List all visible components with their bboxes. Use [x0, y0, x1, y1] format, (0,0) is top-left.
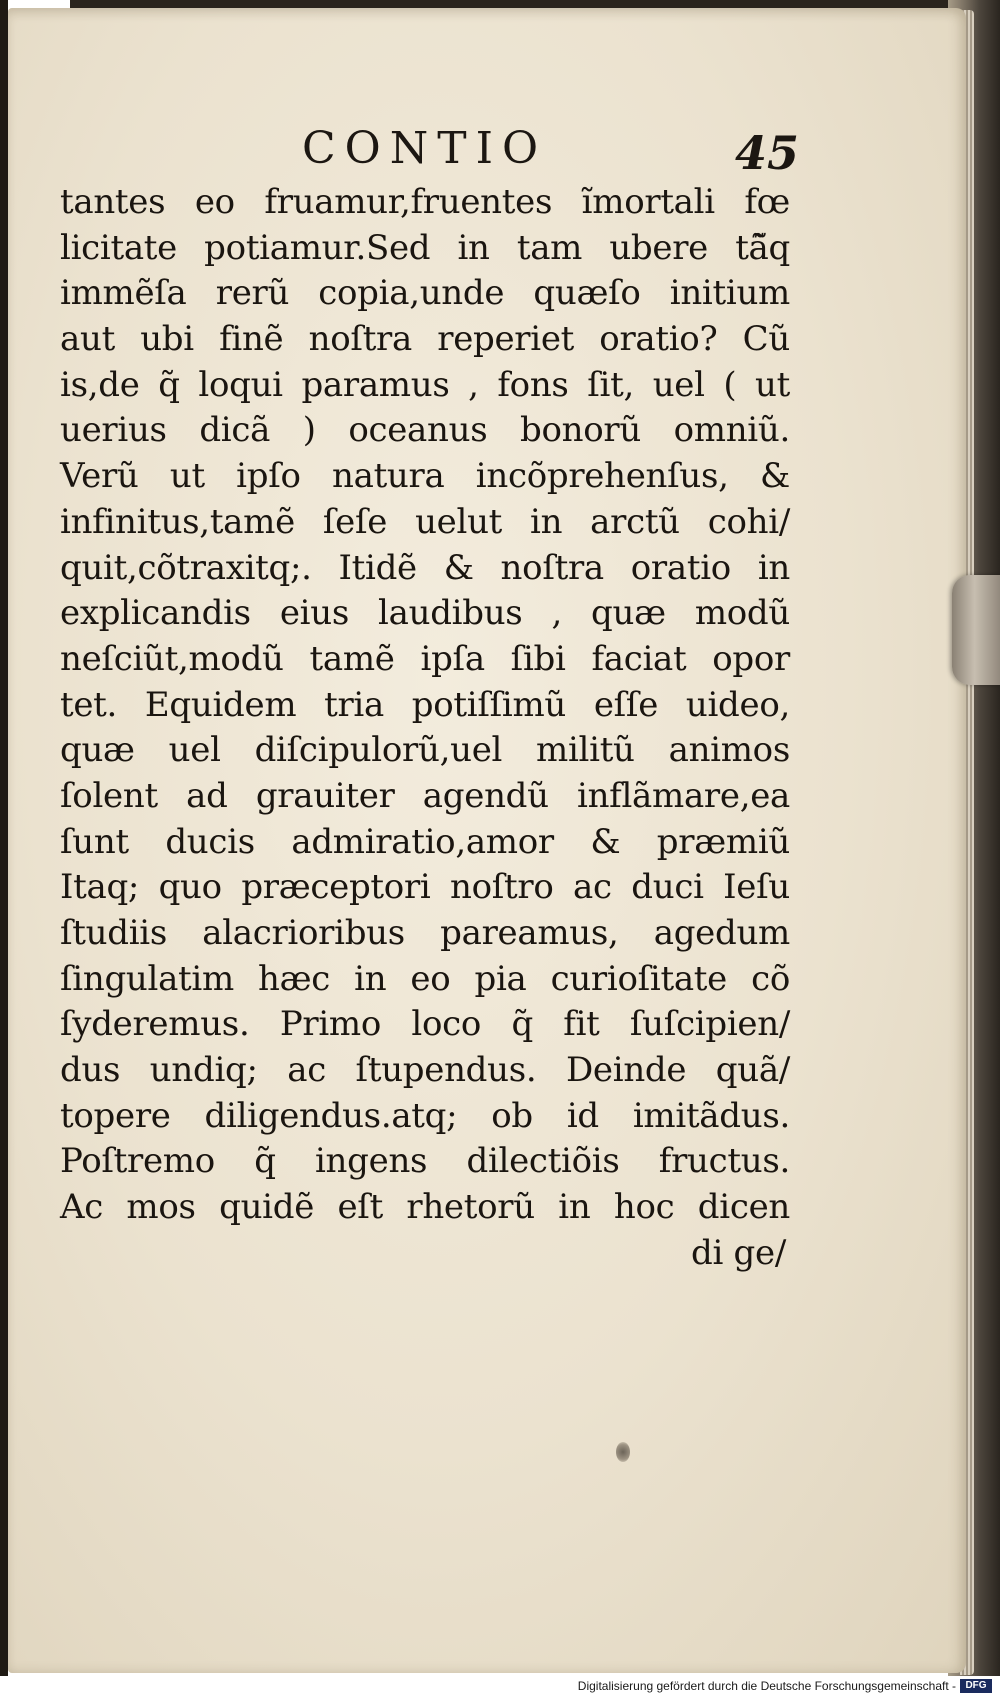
- text-line: Poſtremo q̃ ingens dilectiõis fructus.: [60, 1141, 790, 1182]
- text-line: ſtudiis alacrioribus pareamus, agedum: [60, 913, 790, 953]
- text-line: infinitus,tamẽ ſeſe uelut in arctũ cohi/: [60, 501, 790, 542]
- text-line: ſyderemus. Primo loco q̃ fit ſuſcipien/: [60, 1004, 790, 1045]
- text-line: Ac mos quidẽ eſt rhetorũ in hoc dicen: [60, 1187, 790, 1228]
- text-line: licitate potiamur.Sed in tam ubere tã̃q: [60, 227, 790, 268]
- text-line: immẽſa rerũ copia,unde quæſo initium: [60, 273, 790, 314]
- text-line: is,de q̃ loqui paramus , fons ſit, uel ( ut: [60, 364, 790, 405]
- page-holder-clip: [952, 575, 1000, 685]
- body-text: [60, 180, 790, 1277]
- dfg-logo: DFG: [960, 1679, 992, 1693]
- text-line: uerius dicã ) oceanus bonorũ omniũ.: [60, 410, 790, 451]
- page-number: 45: [735, 126, 800, 180]
- text-line: ſunt ducis admiratio,amor & præmiũ: [60, 821, 790, 862]
- text-line: tantes eo fruamur,fruentes ĩmortali fœ: [60, 182, 790, 222]
- text-line: aut ubi finẽ noſtra reperiet oratio? Cũ: [60, 319, 790, 360]
- book-binding-edge: [0, 0, 8, 1690]
- text-line: ſolent ad grauiter agendũ inflãmare,ea: [60, 775, 790, 816]
- text-line: Itaq; quo præceptori noſtro ac duci Ieſu: [60, 867, 790, 908]
- paper-blemish: [616, 1442, 630, 1462]
- text-line: dus undiq; ac ſtupendus. Deinde quã/: [60, 1050, 790, 1091]
- text-line: Verũ ut ipſo natura incõprehenſus, &: [60, 456, 790, 497]
- text-line: quæ uel diſcipulorũ,uel militũ animos: [60, 730, 790, 771]
- text-line: ſingulatim hæc in eo pia curioſitate cõ: [60, 958, 790, 999]
- text-line: topere diligendus.atq; ob id imitãdus.: [60, 1095, 790, 1136]
- text-line: di ge/: [691, 1232, 786, 1273]
- text-line: tet. Equidem tria potiſſimũ eſſe uideo,: [60, 684, 790, 725]
- text-line: explicandis eius laudibus , quæ modũ: [60, 593, 790, 634]
- digitization-credit: Digitalisierung gefördert durch die Deutsche Forschungsgemeinschaft -: [577, 1679, 956, 1693]
- text-line: quit,cõtraxitq;. Itidẽ & noſtra oratio in: [60, 547, 790, 588]
- text-line: neſciũt,modũ tamẽ ipſa ſibi faciat opor: [60, 638, 790, 679]
- running-head: CONTIO: [302, 123, 548, 174]
